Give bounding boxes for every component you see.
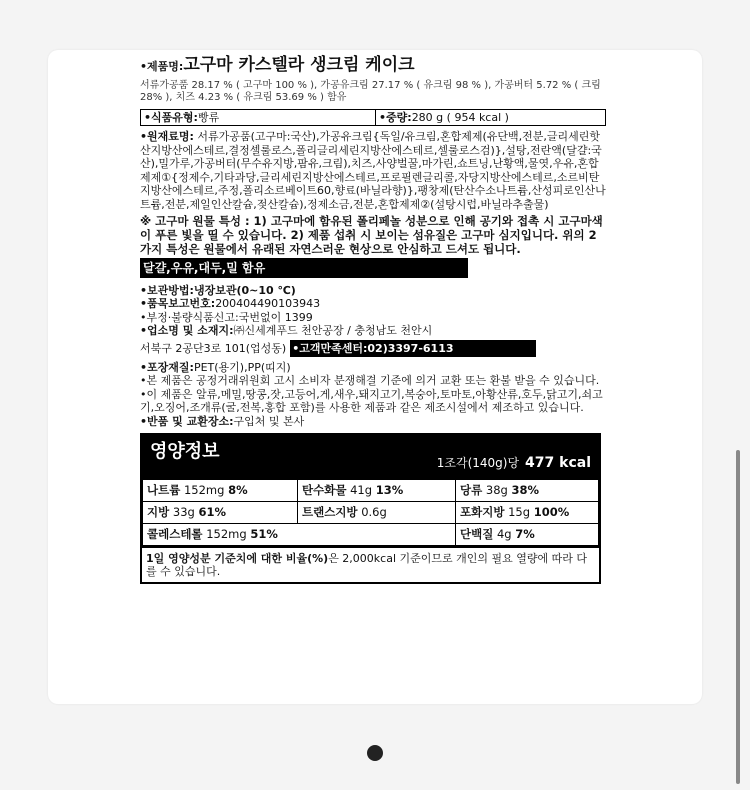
- nutrient-name: 포화지방: [460, 504, 505, 519]
- allergen-bar: 달걀,우유,대두,밀 함유: [140, 258, 468, 278]
- weight-value: 280 g ( 954 kcal ): [411, 111, 509, 124]
- manufacturer: [140, 324, 606, 338]
- nutrient-name: 당류: [460, 482, 483, 497]
- nutrient-amount: 152mg: [183, 482, 225, 497]
- weight-cell: [376, 111, 605, 124]
- food-label: [140, 54, 606, 696]
- type-weight-row: [140, 109, 606, 126]
- scrollbar[interactable]: [736, 450, 740, 784]
- return-place: [140, 415, 606, 429]
- weight-label: •중량:: [379, 111, 412, 124]
- food-type-value: 빵류: [197, 111, 220, 124]
- storage-method-value: 냉장보관(0~10 ℃): [193, 283, 296, 297]
- customer-center: •고객만족센터:02)3397-6113: [290, 340, 536, 357]
- nutrient-sat-fat: [456, 501, 599, 523]
- return-place-value: 구입처 및 본사: [233, 414, 305, 428]
- nutrient-percent: 51%: [250, 526, 278, 541]
- nutrition-title: 영양정보: [150, 440, 220, 462]
- nutrition-facts: [140, 433, 601, 584]
- nutrient-name: 나트륨: [147, 482, 181, 497]
- manufacturer-address: [140, 340, 606, 357]
- package-material-value: PET(용기),PP(띠지): [193, 360, 291, 374]
- food-type-cell: [141, 110, 376, 125]
- manufacturer-value: ㈜신세계푸드 천안공장 / 충청남도 천안시: [233, 324, 433, 338]
- refund-policy: •본 제품은 공정거래위원회 고시 소비자 분쟁해결 기준에 의거 교환 또는 환불 받을 수 있습니다.: [140, 374, 600, 388]
- report-number: [140, 297, 606, 311]
- nutrition-row: [143, 501, 599, 523]
- nutrient-protein: [456, 523, 599, 545]
- content-ratio: 서류가공품 28.17 % ( 고구마 100 % ), 가공유크림 27.17 % ( 유크림 98 % ), 가공버터 5.72 % ( 크림 28% ), 치즈 4.23 % ( 유크림 53.69 % ) 함유: [140, 80, 601, 103]
- nutrition-table: [142, 479, 599, 546]
- return-place-label: •반품 및 교환장소:: [140, 414, 234, 428]
- nutrient-amount: 4g: [496, 526, 512, 541]
- report-number-value: 200404490103943: [215, 297, 321, 311]
- storage-section: [140, 284, 606, 357]
- package-material: [140, 361, 606, 375]
- nutrient-amount: 0.6g: [361, 504, 387, 519]
- nutrient-percent: 13%: [375, 482, 404, 497]
- nutrient-name: 트랜스지방: [302, 504, 358, 519]
- nutrient-name: 콜레스테롤: [147, 526, 203, 541]
- manufacturer-label: •업소명 및 소재지:: [140, 324, 234, 338]
- nutrient-name: 탄수화물: [302, 482, 347, 497]
- nutrient-amount: 15g: [508, 504, 531, 519]
- storage-method: [140, 284, 606, 298]
- ingredients: [140, 130, 606, 212]
- nutrient-name: 단백질: [460, 526, 494, 541]
- nutrient-amount: 38g: [485, 482, 508, 497]
- food-type-label: •식품유형:: [144, 111, 198, 124]
- page-indicator-dot[interactable]: [367, 745, 383, 761]
- nutrient-percent: 8%: [228, 482, 248, 497]
- product-name: [140, 54, 606, 78]
- ingredients-label: •원재료명:: [140, 130, 194, 143]
- nutrient-percent: 61%: [198, 504, 226, 519]
- nutrient-name: 지방: [147, 504, 170, 519]
- fraud-report: •부정·불량식품신고:국번없이 1399: [140, 310, 313, 324]
- nutrient-cholesterol: [143, 523, 456, 545]
- package-section: [140, 361, 606, 429]
- facility-notice: •이 제품은 알류,메밀,땅콩,잣,고등어,게,새우,돼지고기,복숭아,토마토,아황산류,호두,닭고기,쇠고기,오징어,조개류(굴,전복,홍합 포함)를 사용한 제품과 같은 제조시설에서 제조하고 있습니다.: [140, 387, 603, 415]
- nutrient-sugars: [456, 479, 599, 501]
- ingredients-text: 서류가공품(고구마:국산),가공유크림{독일/유크림,혼합제제(유단백,전분,글리세린핫산지방산에스테르,결정셀룰로스,폴리글리세린지방산에스테르,셀룰로스검)},설탕,전란액(달걀:국산),밀가루,가공버터(무수유지방,팜유,크림),치즈,사양벌꿀,마가린,쇼트닝,난황액,물엿,우유,혼합제제①{정제수,기타과당,글리세린지방산에스테르,프로필렌글리콜,자당지방산에스테르,소르비탄지방산에스테르,주정,폴리소르베이트60,향료(바닐라향)},팽창제(탄산수소나트륨,산성피로인산나트륨,전분,제일인산칼슘,젖산칼슘),정제소금,전분,혼합제제②(설탕시럽,바닐라추출물): [140, 130, 606, 211]
- nutrient-amount: 152mg: [206, 526, 247, 541]
- nutrient-amount: 33g: [172, 504, 195, 519]
- nutrient-sodium: [143, 479, 298, 501]
- nutrient-trans-fat: [298, 501, 456, 523]
- nutrient-percent: 7%: [515, 526, 535, 541]
- serving-size: 1조각(140g)당: [436, 455, 520, 470]
- nutrient-percent: 38%: [511, 482, 539, 497]
- nutrient-percent: 100%: [533, 504, 570, 519]
- footnote-rest: 은 2,000kcal 기준이므로 개인의 필요 열량에 따라 다를 수 있습니다.: [146, 551, 588, 578]
- manufacturer-address-text: 서북구 2공단3로 101(업성동): [140, 341, 287, 355]
- nutrition-row: [143, 523, 599, 545]
- nutrient-amount: 41g: [350, 482, 373, 497]
- nutrition-row: [143, 479, 599, 501]
- footnote-bold: 1일 영양성분 기준치에 대한 비율(%): [146, 551, 329, 565]
- nutrition-serving: [436, 454, 591, 471]
- product-name-label: •제품명:: [140, 60, 184, 73]
- nutrient-carbs: [298, 479, 456, 501]
- sweet-potato-notice: ※ 고구마 원물 특성 : 1) 고구마에 함유된 폴리페놀 성분으로 인해 공기와 접촉 시 고구마색이 푸른 빛을 띨 수 있습니다. 2) 제품 섭취 시 보이는 섬유질은 고구마 심지입니다. 위의 2가지 특성은 원물에서 유래된 자연스러운 현상으로 안심하고 드셔도 됩니다.: [140, 213, 603, 256]
- package-material-label: •포장재질:: [140, 360, 194, 374]
- report-number-label: •품목보고번호:: [140, 297, 216, 311]
- storage-method-label: •보관방법:: [140, 283, 194, 297]
- product-name-value: 고구마 카스텔라 생크림 케이크: [183, 55, 415, 75]
- nutrient-fat: [143, 501, 298, 523]
- nutrition-footnote: [142, 546, 599, 582]
- nutrition-header: [142, 435, 599, 479]
- serving-kcal: 477 kcal: [525, 454, 591, 471]
